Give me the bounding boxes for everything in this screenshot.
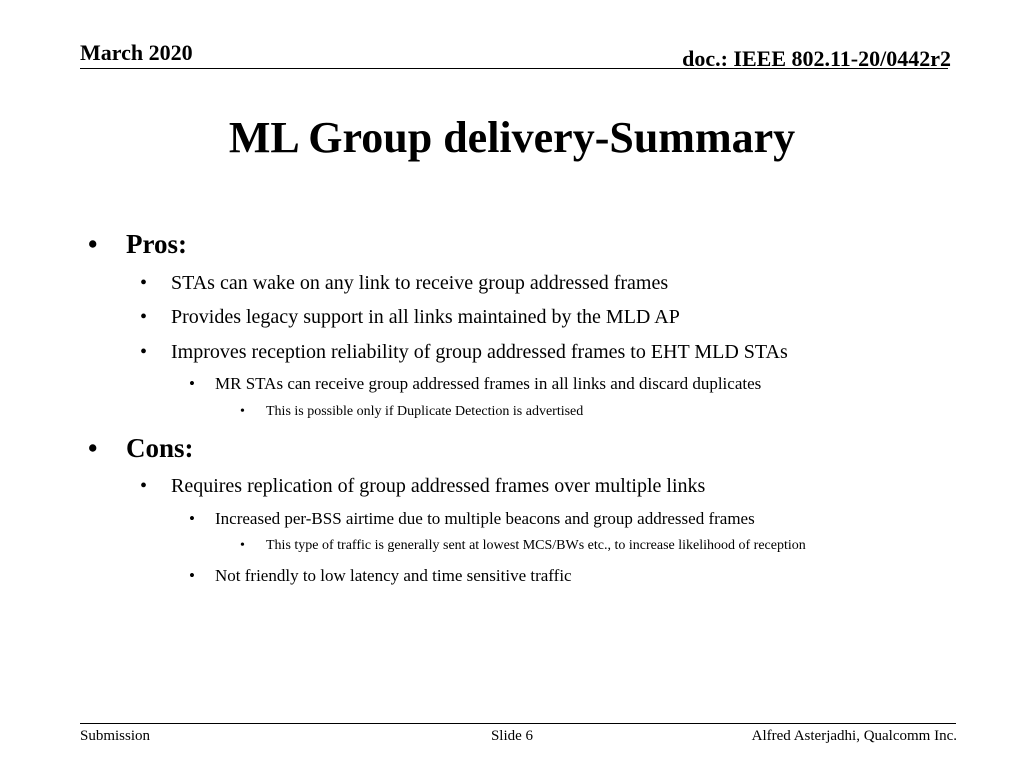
list-item xyxy=(140,306,680,329)
pros-item-1: STAs can wake on any link to receive group addressed frames xyxy=(171,272,669,294)
header-date: March 2020 xyxy=(80,40,193,65)
pros-bullet xyxy=(88,229,187,260)
bullet-glyph: • xyxy=(189,566,195,585)
cons-sub-item-1: Increased per-BSS airtime due to multiple beacons and group addressed frames xyxy=(215,509,755,528)
footer-divider xyxy=(80,723,956,724)
header-doc-id: doc.: IEEE 802.11-20/0442r2 xyxy=(682,46,951,71)
header-divider xyxy=(80,68,948,69)
list-item xyxy=(240,538,806,554)
slide-title: ML Group delivery-Summary xyxy=(228,113,796,162)
footer-submission: Submission xyxy=(80,728,151,744)
list-item xyxy=(189,509,755,529)
cons-bullet xyxy=(88,433,194,464)
bullet-glyph: • xyxy=(88,433,98,463)
bullet-glyph: • xyxy=(240,404,245,419)
pros-sub-sub-item: This is possible only if Duplicate Detection is advertised xyxy=(266,404,584,419)
cons-sub-sub-item: This type of traffic is generally sent at lowest MCS/BWs etc., to increase likelihood of reception xyxy=(266,538,806,553)
pros-heading: Pros: xyxy=(126,229,187,259)
bullet-glyph: • xyxy=(140,341,148,363)
list-item xyxy=(240,404,583,420)
footer-slide-number: Slide 6 xyxy=(490,728,534,744)
bullet-glyph: • xyxy=(140,475,148,497)
cons-sub-item-2: Not friendly to low latency and time sensitive traffic xyxy=(215,566,572,585)
pros-sub-item: MR STAs can receive group addressed frames in all links and discard duplicates xyxy=(215,374,762,393)
bullet-glyph: • xyxy=(240,538,245,553)
bullet-glyph: • xyxy=(189,509,195,528)
list-item xyxy=(189,374,761,394)
pros-item-3: Improves reception reliability of group addressed frames to EHT MLD STAs xyxy=(171,341,788,363)
list-item xyxy=(140,475,705,498)
bullet-glyph: • xyxy=(140,272,148,294)
list-item xyxy=(140,272,668,295)
bullet-glyph: • xyxy=(88,229,98,259)
list-item xyxy=(140,341,788,364)
footer-author: Alfred Asterjadhi, Qualcomm Inc. xyxy=(751,728,957,744)
list-item xyxy=(189,566,572,586)
bullet-glyph: • xyxy=(189,374,195,393)
cons-heading: Cons: xyxy=(126,433,194,463)
pros-item-2: Provides legacy support in all links maintained by the MLD AP xyxy=(171,306,680,328)
bullet-glyph: • xyxy=(140,306,148,328)
cons-item: Requires replication of group addressed frames over multiple links xyxy=(171,475,706,497)
